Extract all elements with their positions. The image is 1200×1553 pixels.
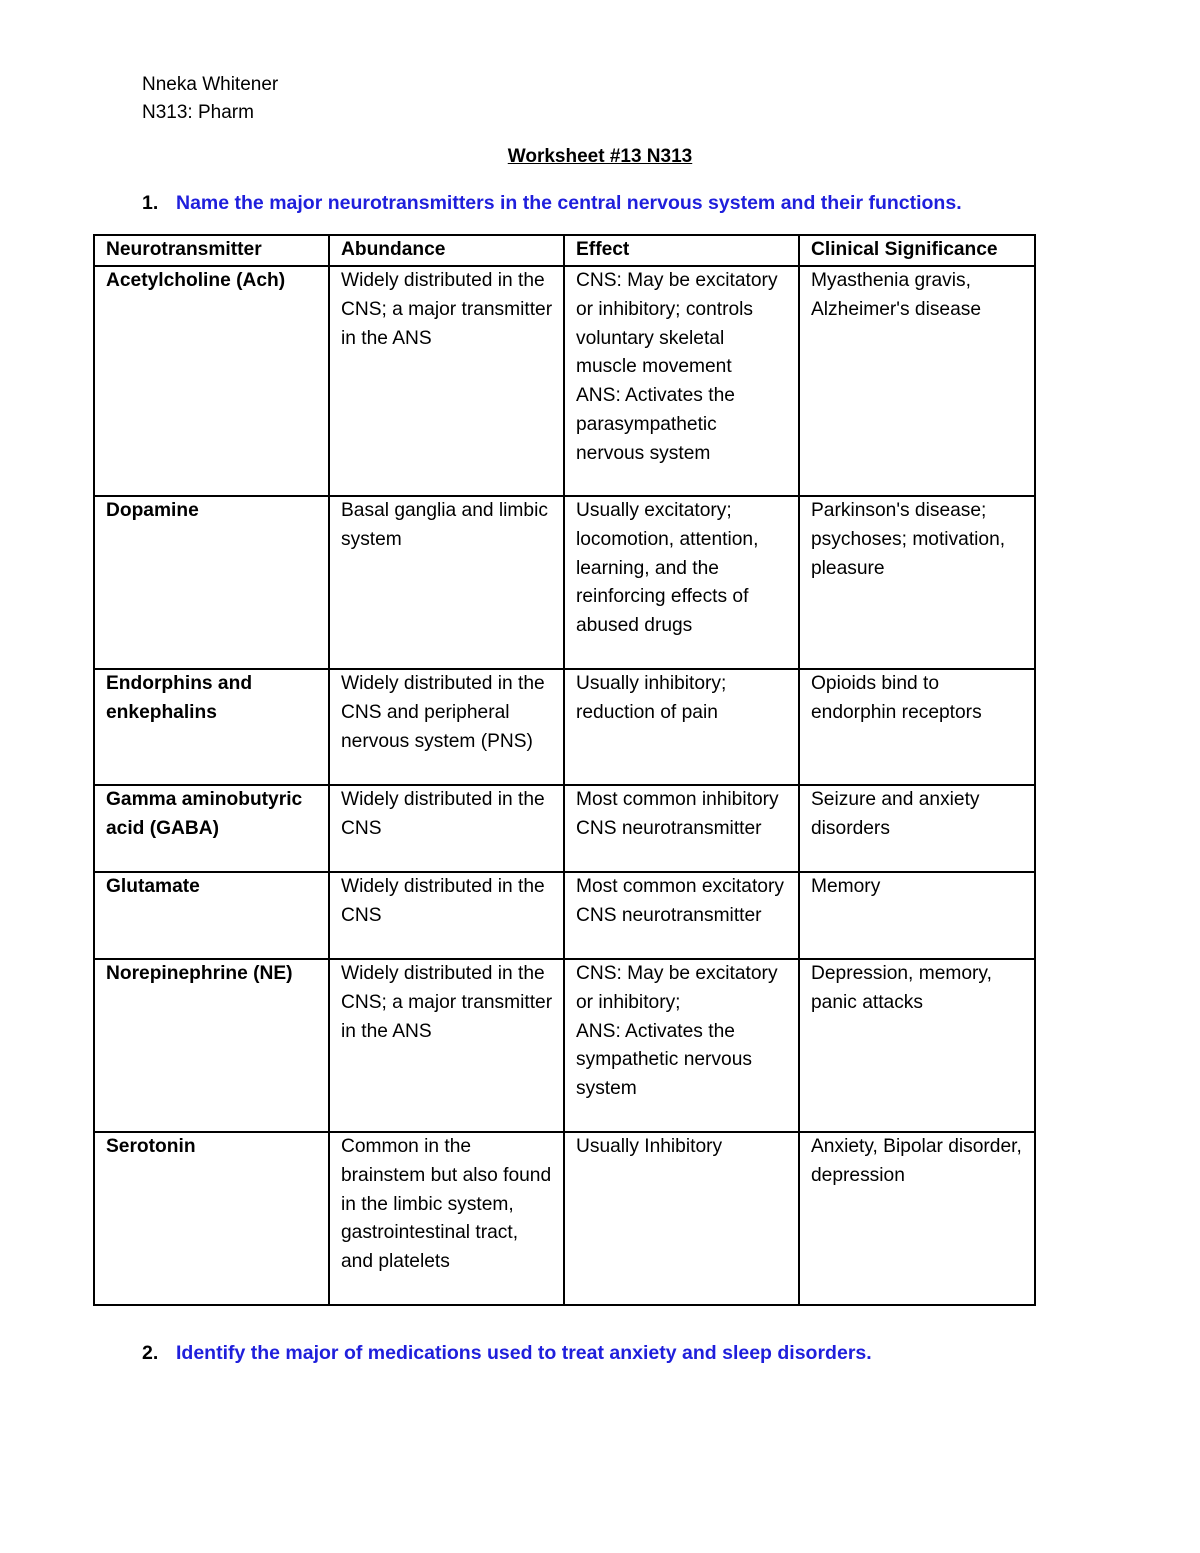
question-number: 1. <box>142 192 159 214</box>
table-row <box>94 669 1035 785</box>
cell-abundance: Common in the brainstem but also found in the limbic system, gastrointestinal tract, and platelets <box>329 1132 564 1305</box>
table-row <box>94 872 1035 959</box>
cell-clinical-significance: Depression, memory, panic attacks <box>799 959 1035 1132</box>
cell-neurotransmitter: Serotonin <box>94 1132 329 1305</box>
effect-line: Most common excitatory CNS neurotransmitter <box>576 876 784 926</box>
effect-line: CNS: May be excitatory or inhibitory; controls voluntary skeletal muscle movement <box>576 270 778 378</box>
table-row <box>94 266 1035 496</box>
cell-effect <box>564 266 799 496</box>
table-header-row <box>94 235 1035 266</box>
neurotransmitter-table <box>93 234 1036 1306</box>
effect-line: Usually Inhibitory <box>576 1136 723 1157</box>
cell-effect <box>564 669 799 785</box>
cell-neurotransmitter: Acetylcholine (Ach) <box>94 266 329 496</box>
table-row <box>94 959 1035 1132</box>
cell-clinical-significance: Parkinson's disease; psychoses; motivation, pleasure <box>799 496 1035 669</box>
cell-effect <box>564 496 799 669</box>
header-clinical-significance: Clinical Significance <box>799 235 1035 266</box>
header-abundance: Abundance <box>329 235 564 266</box>
header-effect: Effect <box>564 235 799 266</box>
effect-line: Usually excitatory; locomotion, attention, learning, and the reinforcing effects of abused drugs <box>576 500 759 637</box>
cell-abundance: Widely distributed in the CNS <box>329 785 564 872</box>
cell-effect <box>564 959 799 1132</box>
cell-neurotransmitter: Endorphins and enkephalins <box>94 669 329 785</box>
cell-neurotransmitter: Gamma aminobutyric acid (GABA) <box>94 785 329 872</box>
cell-effect <box>564 1132 799 1305</box>
cell-neurotransmitter: Glutamate <box>94 872 329 959</box>
question-number: 2. <box>142 1342 159 1364</box>
worksheet-title: Worksheet #13 N313 <box>507 146 693 167</box>
table-row <box>94 785 1035 872</box>
cell-abundance: Widely distributed in the CNS and peripheral nervous system (PNS) <box>329 669 564 785</box>
cell-abundance: Widely distributed in the CNS; a major transmitter in the ANS <box>329 959 564 1132</box>
question-2 <box>142 1341 872 1365</box>
effect-line: CNS: May be excitatory or inhibitory; <box>576 963 778 1013</box>
effect-line: ANS: Activates the sympathetic nervous system <box>576 1020 752 1100</box>
effect-line: ANS: Activates the parasympathetic nervous system <box>576 385 735 464</box>
header-neurotransmitter: Neurotransmitter <box>94 235 329 266</box>
cell-clinical-significance: Myasthenia gravis, Alzheimer's disease <box>799 266 1035 496</box>
cell-abundance: Basal ganglia and limbic system <box>329 496 564 669</box>
question-text: Name the major neurotransmitters in the central nervous system and their functions. <box>176 192 962 214</box>
effect-line: Most common inhibitory CNS neurotransmitter <box>576 789 779 839</box>
cell-clinical-significance: Memory <box>799 872 1035 959</box>
cell-clinical-significance: Opioids bind to endorphin receptors <box>799 669 1035 785</box>
effect-line: Usually inhibitory; reduction of pain <box>576 673 727 723</box>
question-text: Identify the major of medications used to treat anxiety and sleep disorders. <box>176 1342 872 1364</box>
author-name: Nneka Whitener <box>142 74 279 95</box>
table-row <box>94 1132 1035 1305</box>
cell-neurotransmitter: Norepinephrine (NE) <box>94 959 329 1132</box>
cell-clinical-significance: Anxiety, Bipolar disorder, depression <box>799 1132 1035 1305</box>
cell-abundance: Widely distributed in the CNS <box>329 872 564 959</box>
course-name: N313: Pharm <box>142 102 254 123</box>
question-1 <box>142 191 962 215</box>
cell-neurotransmitter: Dopamine <box>94 496 329 669</box>
cell-clinical-significance: Seizure and anxiety disorders <box>799 785 1035 872</box>
table-row <box>94 496 1035 669</box>
cell-abundance: Widely distributed in the CNS; a major transmitter in the ANS <box>329 266 564 496</box>
cell-effect <box>564 872 799 959</box>
cell-effect <box>564 785 799 872</box>
